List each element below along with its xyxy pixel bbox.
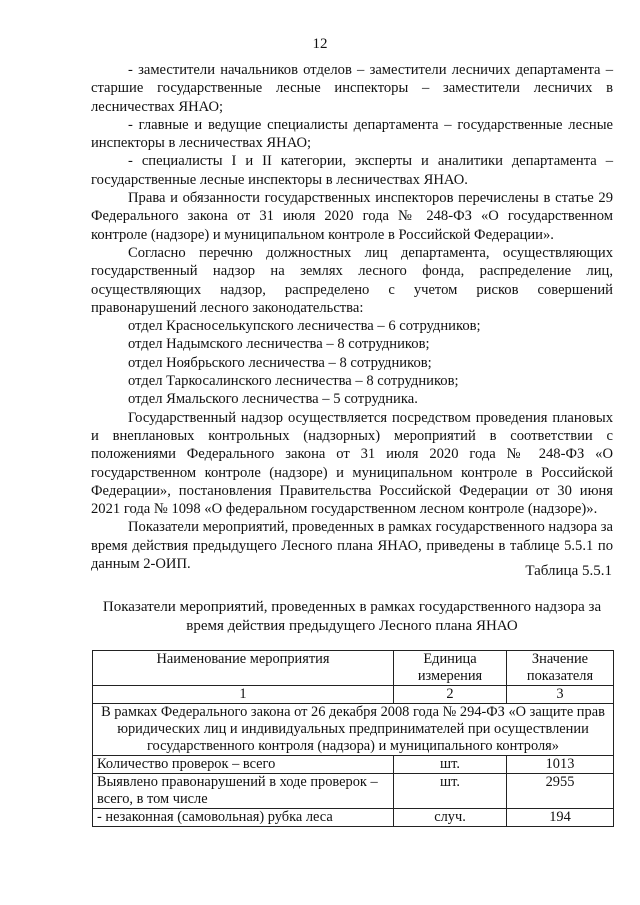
- row-unit: шт.: [394, 774, 507, 809]
- row-unit: шт.: [394, 756, 507, 774]
- section-title: В рамках Федерального закона от 26 декабря 2008 года № 294-ФЗ «О защите прав юридических лиц и индивидуальных предпринимателей при осуществлении государственного контроля (надзора) и муниципального контроля»: [93, 704, 614, 756]
- paragraph-chief-specialists: - главные и ведущие специалисты департамента – государственные лесные инспекторы в лесничествах ЯНАО;: [91, 116, 613, 152]
- department-list-item: отдел Красноселькупского лесничества – 6 сотрудников;: [128, 318, 481, 335]
- table-column-numbers-row: [93, 686, 614, 704]
- row-name: Количество проверок – всего: [93, 756, 394, 774]
- paragraph-indicators: Показатели мероприятий, проведенных в рамках государственного надзора за время действия предыдущего Лесного плана ЯНАО, приведены в таблице 5.5.1 по данным 2-ОИП.: [91, 519, 613, 573]
- paragraph-deputy-heads: - заместители начальников отделов – заместители лесничих департамента – старшие государственные лесные инспекторы – заместители лесничих в лесничествах ЯНАО;: [91, 62, 613, 115]
- table-section-row: [93, 704, 614, 756]
- row-value: 2955: [507, 774, 614, 809]
- row-name: Выявлено правонарушений в ходе проверок – всего, в том числе: [93, 774, 394, 809]
- department-list-item: отдел Надымского лесничества – 8 сотрудников;: [128, 336, 430, 353]
- department-list-item: отдел Ноябрьского лесничества – 8 сотрудников;: [128, 354, 432, 371]
- table-row: [93, 756, 614, 774]
- paragraph-supervision: Государственный надзор осуществляется посредством проведения плановых и внеплановых контрольных (надзорных) мероприятий в соответствии с положениями Федерального закона от 31 июля 2020 года № 248-ФЗ «О государственном контроле (надзоре) и муниципальном контроле в Российской Федерации», постановления Правительства Российской Федерации от 30 июня 2021 года № 1098 «О федеральном государственном лесном контроле (надзоре)».: [91, 409, 613, 518]
- column-header-value: Значение показателя: [507, 651, 614, 686]
- table-caption: Таблица 5.5.1: [525, 563, 612, 579]
- column-header-unit: Единица измерения: [394, 651, 507, 686]
- department-list-item: отдел Ямальского лесничества – 5 сотрудника.: [128, 391, 418, 408]
- column-header-name: Наименование мероприятия: [93, 651, 394, 686]
- paragraph-inspector-rights: Права и обязанности государственных инспекторов перечислены в статье 29 Федерального закона от 31 июля 2020 года № 248-ФЗ «О государственном контроле (надзоре) и муниципальном контроле в Российской Федерации».: [91, 190, 613, 243]
- indicators-table: [92, 650, 614, 827]
- paragraph-distribution: Согласно перечню должностных лиц департамента, осуществляющих государственный надзор на землях лесного фонда, распределение лиц, осуществляющих надзор, распределено с учетом рисков совершений правонарушений лесного законодательства:: [91, 244, 613, 316]
- row-unit: случ.: [394, 809, 507, 827]
- row-name: - незаконная (самовольная) рубка леса: [93, 809, 394, 827]
- row-value: 194: [507, 809, 614, 827]
- page-number: 12: [312, 36, 328, 52]
- column-number: 2: [394, 686, 507, 704]
- table-row: [93, 809, 614, 827]
- paragraph-specialists: - специалисты I и II категории, эксперты и аналитики департамента – государственные лесные инспекторы в лесничествах ЯНАО.: [91, 153, 613, 188]
- table-row: [93, 774, 614, 809]
- department-list-item: отдел Таркосалинского лесничества – 8 сотрудников;: [128, 373, 459, 390]
- body-text: [91, 61, 613, 573]
- row-value: 1013: [507, 756, 614, 774]
- column-number: 3: [507, 686, 614, 704]
- table-title: Показатели мероприятий, проведенных в рамках государственного надзора за время действия предыдущего Лесного плана ЯНАО: [102, 599, 602, 634]
- column-number: 1: [93, 686, 394, 704]
- table-header-row: [93, 651, 614, 686]
